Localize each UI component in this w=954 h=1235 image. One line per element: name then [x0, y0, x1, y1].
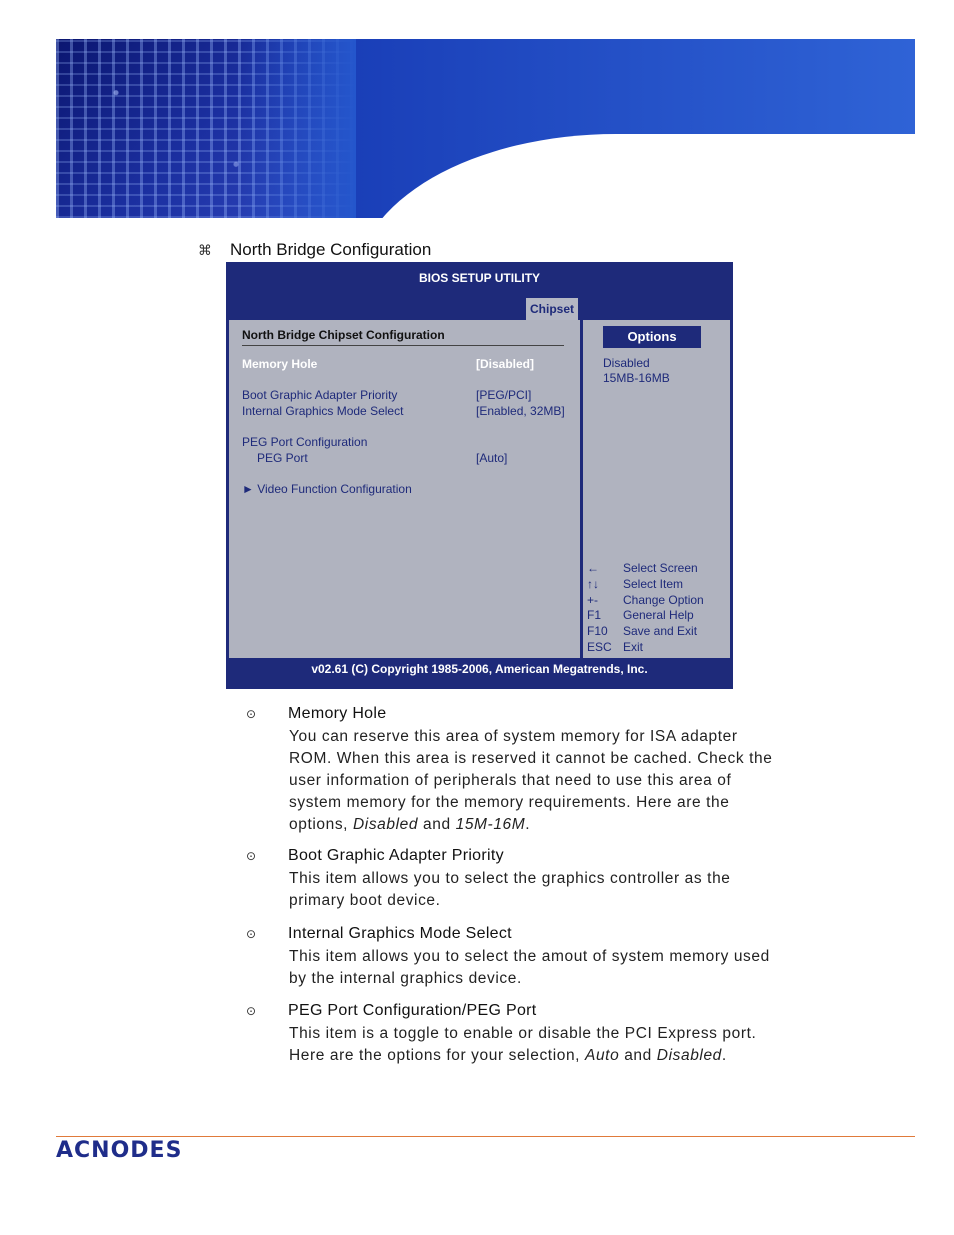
help-line: F10 Save and Exit [587, 624, 698, 638]
description-title: Internal Graphics Mode Select [288, 925, 512, 942]
tab-chipset[interactable]: Chipset [526, 298, 578, 320]
description-body: This item allows you to select the graphics controller as the primary boot device. [289, 870, 731, 909]
panel-title: North Bridge Chipset Configuration [242, 328, 564, 346]
acnodes-logo: ACNODES [56, 1138, 183, 1163]
option-item[interactable]: 15MB-16MB [603, 371, 670, 385]
bios-title: BIOS SETUP UTILITY [418, 271, 541, 285]
help-line: ← Select Screen [587, 561, 698, 575]
up-down-arrow-icon: ↑↓ [587, 577, 599, 591]
help-line: F1 General Help [587, 608, 694, 622]
circle-bullet-icon: ⊙ [246, 1004, 257, 1018]
bios-item-boot-graphic-priority[interactable]: Boot Graphic Adapter Priority [242, 388, 398, 402]
circle-bullet-icon: ⊙ [246, 707, 257, 721]
footer-divider [56, 1136, 915, 1137]
bios-value-peg-port[interactable]: [Auto] [476, 451, 508, 465]
section-heading-text: North Bridge Configuration [230, 240, 432, 259]
circle-bullet-icon: ⊙ [246, 849, 257, 863]
bios-item-internal-graphics-mode[interactable]: Internal Graphics Mode Select [242, 404, 404, 418]
description-title: Boot Graphic Adapter Priority [288, 847, 504, 864]
help-line: +- Change Option [587, 593, 704, 607]
bios-item-peg-port[interactable]: PEG Port [257, 451, 308, 465]
description-body: This item allows you to select the amout of system memory used by the internal graphics device. [289, 948, 770, 987]
bios-value-memory-hole[interactable]: [Disabled] [476, 357, 535, 371]
description-title: Memory Hole [288, 705, 387, 722]
description-body: This item is a toggle to enable or disable the PCI Express port. Here are the options for your selection, Auto and Disabled. [289, 1025, 757, 1064]
circuit-board-image [56, 39, 356, 218]
plus-minus-icon: +- [587, 593, 599, 607]
left-arrow-icon: ← [587, 561, 599, 575]
bios-copyright: v02.61 (C) Copyright 1985-2006, American Megatrends, Inc. [311, 662, 648, 676]
bios-item-video-function-configuration[interactable]: ► Video Function Configuration [242, 482, 412, 496]
description-body: You can reserve this area of system memory for ISA adapter ROM. When this area is reserved it cannot be cached. Check the user information of peripherals that need to use this area of system memory for the memory requirements. Here are the options, Disabled and 15M-16M. [289, 728, 773, 833]
bios-value-boot-graphic-priority[interactable]: [PEG/PCI] [476, 388, 532, 402]
command-bullet-icon: ⌘ [198, 242, 212, 258]
description-title: PEG Port Configuration/PEG Port [288, 1002, 537, 1019]
bios-item-memory-hole[interactable]: Memory Hole [242, 357, 318, 371]
help-line: ↑↓ Select Item [587, 577, 684, 591]
header-banner [56, 39, 915, 218]
bios-item-peg-port-configuration: PEG Port Configuration [242, 435, 368, 449]
options-header: Options [603, 326, 701, 348]
banner-swoosh [356, 134, 915, 218]
help-line: ESC Exit [587, 640, 644, 654]
bios-help-panel [583, 320, 730, 658]
section-heading [198, 240, 431, 260]
bios-settings-panel [229, 320, 583, 658]
option-item[interactable]: Disabled [603, 356, 650, 370]
bios-value-internal-graphics-mode[interactable]: [Enabled, 32MB] [476, 404, 565, 418]
circle-bullet-icon: ⊙ [246, 927, 257, 941]
bios-screenshot [226, 262, 733, 689]
